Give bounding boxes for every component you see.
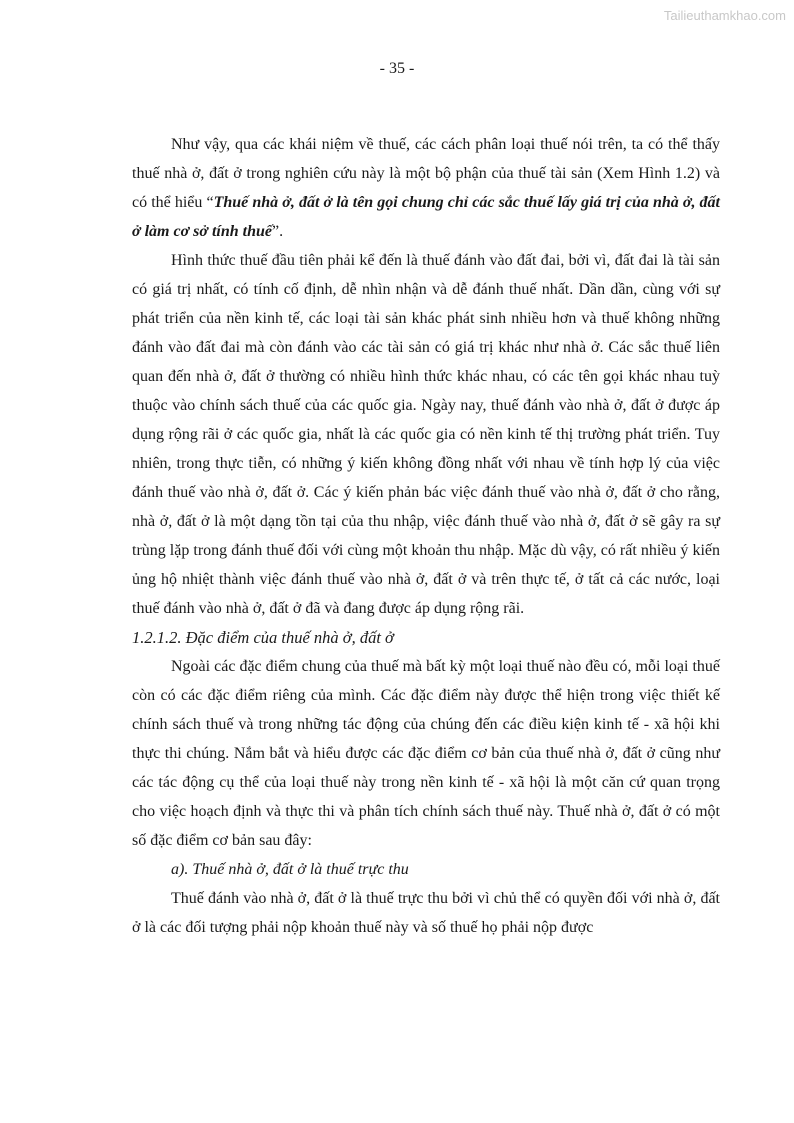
paragraph-1-end: ”.	[272, 223, 284, 240]
document-body	[132, 130, 720, 942]
page-number: - 35 -	[379, 60, 415, 77]
definition-emphasis: Thuế nhà ở, đất ở là tên gọi chung chỉ các sắc thuế lấy giá trị của nhà ở, đất ở làm cơ sở tính thuế	[132, 194, 721, 240]
paragraph-3: Ngoài các đặc điểm chung của thuế mà bất kỳ một loại thuế nào đều có, mỗi loại thuế còn có các đặc điểm riêng của mình. Các đặc điểm này được thể hiện trong việc thiết kế chính sách thuế và trong những tác động của chúng đến các điều kiện kinh tế - xã hội khi thực thi chúng. Nắm bắt và hiểu được các đặc điểm cơ bản của thuế nhà ở, đất ở cũng như các tác động cụ thể của loại thuế này trong nền kinh tế - xã hội là một căn cứ quan trọng cho việc hoạch định và thực thi và phân tích chính sách thuế này. Thuế nhà ở, đất ở có một số đặc điểm cơ bản sau đây:	[132, 658, 720, 849]
paragraph-1	[132, 130, 720, 246]
paragraph-4: Thuế đánh vào nhà ở, đất ở là thuế trực thu bởi vì chủ thể có quyền đối với nhà ở, đất ở là các đối tượng phải nộp khoản thuế này và số thuế họ phải nộp được	[132, 890, 720, 936]
watermark: Tailieuthamkhao.com	[663, 8, 786, 23]
paragraph-2: Hình thức thuế đầu tiên phải kể đến là thuế đánh vào đất đai, bởi vì, đất đai là tài sản có giá trị nhất, có tính cố định, dễ nhìn nhận và dễ đánh thuế nhất. Dần dần, cùng với sự phát triển của nền kinh tế, các loại tài sản khác phát sinh nhiều hơn và thuế không những đánh vào đất đai mà còn đánh vào các tài sản có giá trị khác như nhà ở. Các sắc thuế liên quan đến nhà ở, đất ở thường có nhiều hình thức khác nhau, có các tên gọi khác nhau tuỳ thuộc vào chính sách thuế của các quốc gia. Ngày nay, thuế đánh vào nhà ở, đất ở được áp dụng rộng rãi ở các quốc gia, nhất là các quốc gia có nền kinh tế thị trường phát triển. Tuy nhiên, trong thực tiễn, có những ý kiến không đồng nhất với nhau về tính hợp lý của việc đánh thuế vào nhà ở, đất ở. Các ý kiến phản bác việc đánh thuế vào nhà ở, đất ở cho rằng, nhà ở, đất ở là một dạng tồn tại của thu nhập, việc đánh thuế vào nhà ở, đất ở sẽ gây ra sự trùng lặp trong đánh thuế đối với cùng một khoản thu nhập. Mặc dù vậy, có rất nhiều ý kiến ủng hộ nhiệt thành việc đánh thuế vào nhà ở, đất ở và trên thực tế, ở tất cả các nước, loại thuế đánh vào nhà ở, đất ở đã và đang được áp dụng rộng rãi.	[132, 252, 720, 617]
section-heading: 1.2.1.2. Đặc điểm của thuế nhà ở, đất ở	[132, 628, 394, 647]
subsection-heading: a). Thuế nhà ở, đất ở là thuế trực thu	[171, 861, 409, 878]
paragraph-1-text: Như vậy, qua các khái niệm về thuế, các cách phân loại thuế nói trên, ta có thể thấy thuế nhà ở, đất ở trong nghiên cứu này là một bộ phận của thuế tài sản (Xem Hình 1.2) và có thể hiểu “	[132, 136, 720, 211]
